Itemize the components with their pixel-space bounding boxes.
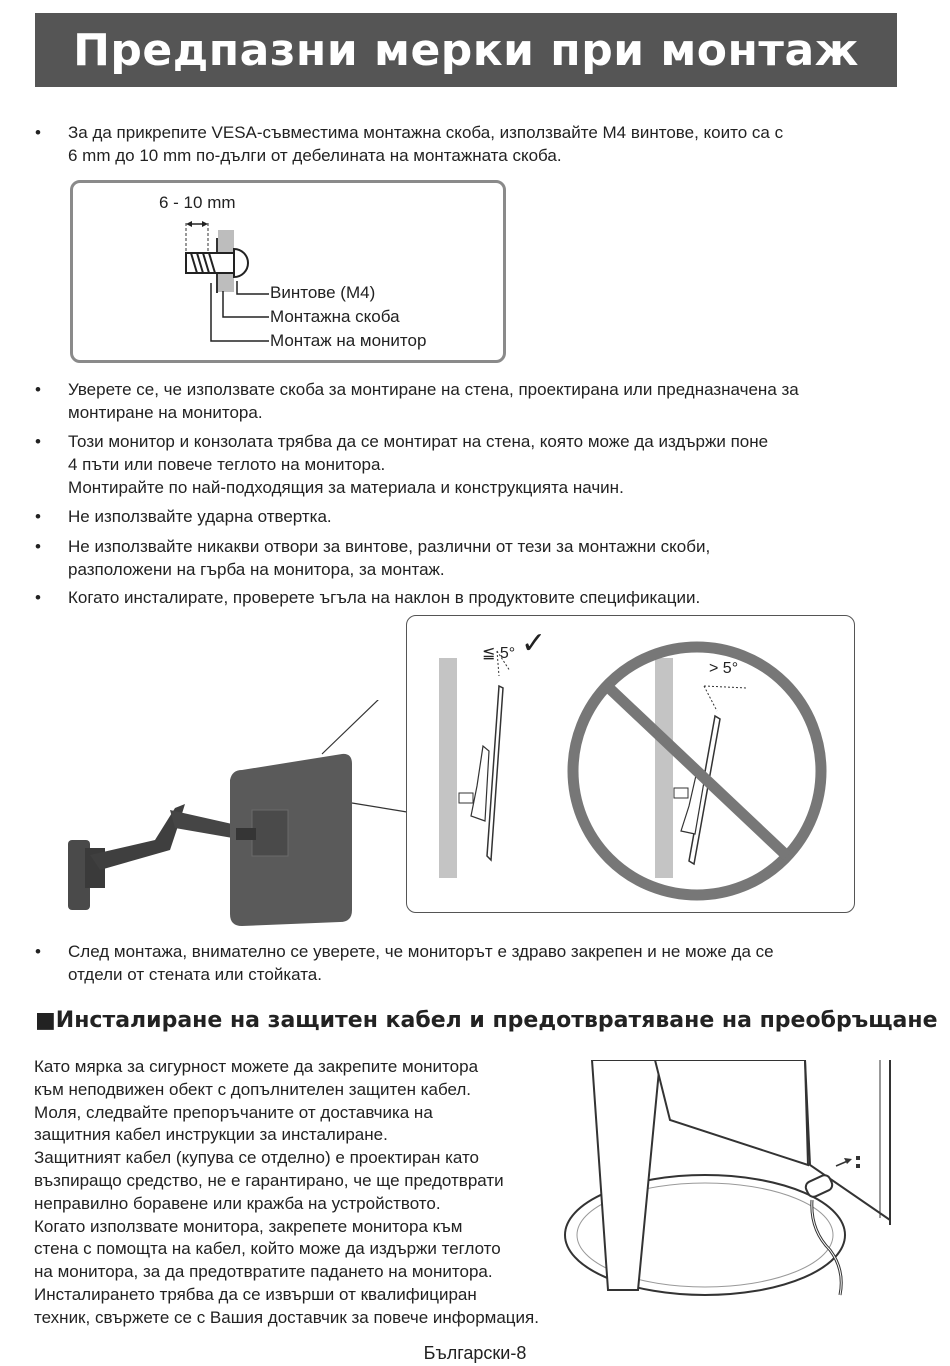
paragraph-line: към неподвижен обект с допълнителен защитен кабел. [34,1079,472,1099]
bullet-line: монтиране на монитора. [68,403,263,422]
bullet-line: След монтажа, внимателно се уверете, че мониторът е здраво закрепен и не може да се [68,942,774,961]
paragraph-line: Като мярка за сигурност можете да закрепите монитора [34,1057,479,1076]
section-heading-text: Инсталиране на защитен кабел и предотвратяване на преобръщане [55,1008,938,1033]
security-cable-illustration [560,1060,900,1300]
monitor-mount-label: Монтаж на монитор [270,331,427,350]
zoom-connector [352,803,407,812]
square-bullet-icon: ■ [35,1008,56,1033]
wall-forbidden [655,658,673,878]
paragraph-line: възпиращо средство, не е гарантирано, че ще предотврати [34,1170,504,1190]
paragraph-line: защитния кабел инструкции за инсталиране. [34,1125,388,1145]
bullet-line: Уверете се, че използвате скоба за монтиране на стена, проектирана или предназначена за [68,380,799,399]
list-item [35,940,915,986]
dimension-label: 6 - 10 mm [159,193,236,212]
paragraph-line: Защитният кабел (купува се отделно) е проектиран като [34,1148,480,1168]
bullet-dot: • [35,942,41,961]
bullet-line: Този монитор и конзолата трябва да се монтират на стена, която може да издържи поне [68,432,769,451]
leader-screws [237,281,269,294]
screw-head [234,249,248,277]
bullet-dot: • [35,380,41,399]
bullet-line: 4 пъти или повече теглото на монитора. [68,455,386,474]
vesa-mount [252,810,288,856]
paragraph-line: стена с помощта на кабел, който може да издържи теглото [34,1239,501,1259]
list-item [35,430,915,499]
bullet-dot: • [35,588,41,607]
tilt-angle-figure [406,615,855,913]
lock-slot [856,1156,860,1160]
list-item [35,535,915,581]
paragraph-line: неправилно боравене или кражба на устройството. [34,1193,441,1213]
cable-lock [804,1173,834,1198]
bullet-line: 6 mm до 10 mm по-дълги от дебелината на монтажната скоба. [68,146,562,165]
bullet-line: разположени на гърба на монитора, за монтаж. [68,560,445,579]
leader-bracket [223,291,269,317]
bullet-line: Монтирайте по най-подходящия за материала и конструкцията начин. [68,478,624,497]
bullet-line: отдели от стената или стойката. [68,965,322,984]
screw-length-figure [70,180,506,363]
check-mark-icon: ✓ [521,626,547,661]
bullet-line: За да прикрепите VESA-съвместима монтажна скоба, използвайте M4 винтове, които са с [68,123,784,142]
bullet-dot: • [35,537,41,556]
section-body [34,1056,594,1330]
page-number: Български-8 [423,1343,527,1363]
list-item [35,505,915,528]
paragraph-line: Инсталирането трябва да се извърши от квалифициран [34,1284,477,1304]
monitor-side [655,1060,808,1165]
wall-allowed [439,658,457,878]
bullet-dot: • [35,123,41,142]
section-heading [35,1008,938,1033]
list-item [35,586,915,609]
bullet-line: Не използвайте никакви отвори за винтове, различни от тези за монтажни скоби, [68,537,711,556]
paragraph-line: Когато използвате монитора, закрепете монитора към [34,1216,463,1236]
bullet-dot: • [35,432,41,451]
monitor-allowed [487,686,503,860]
paragraph-line: техник, свържете се с Вашия доставчик за повече информация. [34,1307,539,1327]
paragraph-line: Моля, следвайте препоръчаните от доставчика на [34,1102,433,1122]
allowed-angle-label: ≦ 5° [482,645,516,662]
paragraph-line: на монитора, за да предотвратите падането на монитора. [34,1262,493,1282]
page-title: Предпазни мерки при монтаж [35,13,897,87]
wall-arm-illustration [60,700,420,930]
list-item [35,378,915,424]
bullet-line: Не използвайте ударна отвертка. [68,507,332,526]
forbidden-angle-label: > 5° [709,660,739,677]
bullet-line: Когато инсталирате, проверете ъгъла на наклон в продуктовите спецификации. [68,588,701,607]
tilt-diagram [407,616,854,912]
list-item [35,121,915,167]
zoom-connector [322,700,407,754]
arm-lower [90,804,185,870]
bracket-label: Монтажна скоба [270,307,400,326]
bullet-dot: • [35,507,41,526]
screws-label: Винтове (M4) [270,283,376,302]
